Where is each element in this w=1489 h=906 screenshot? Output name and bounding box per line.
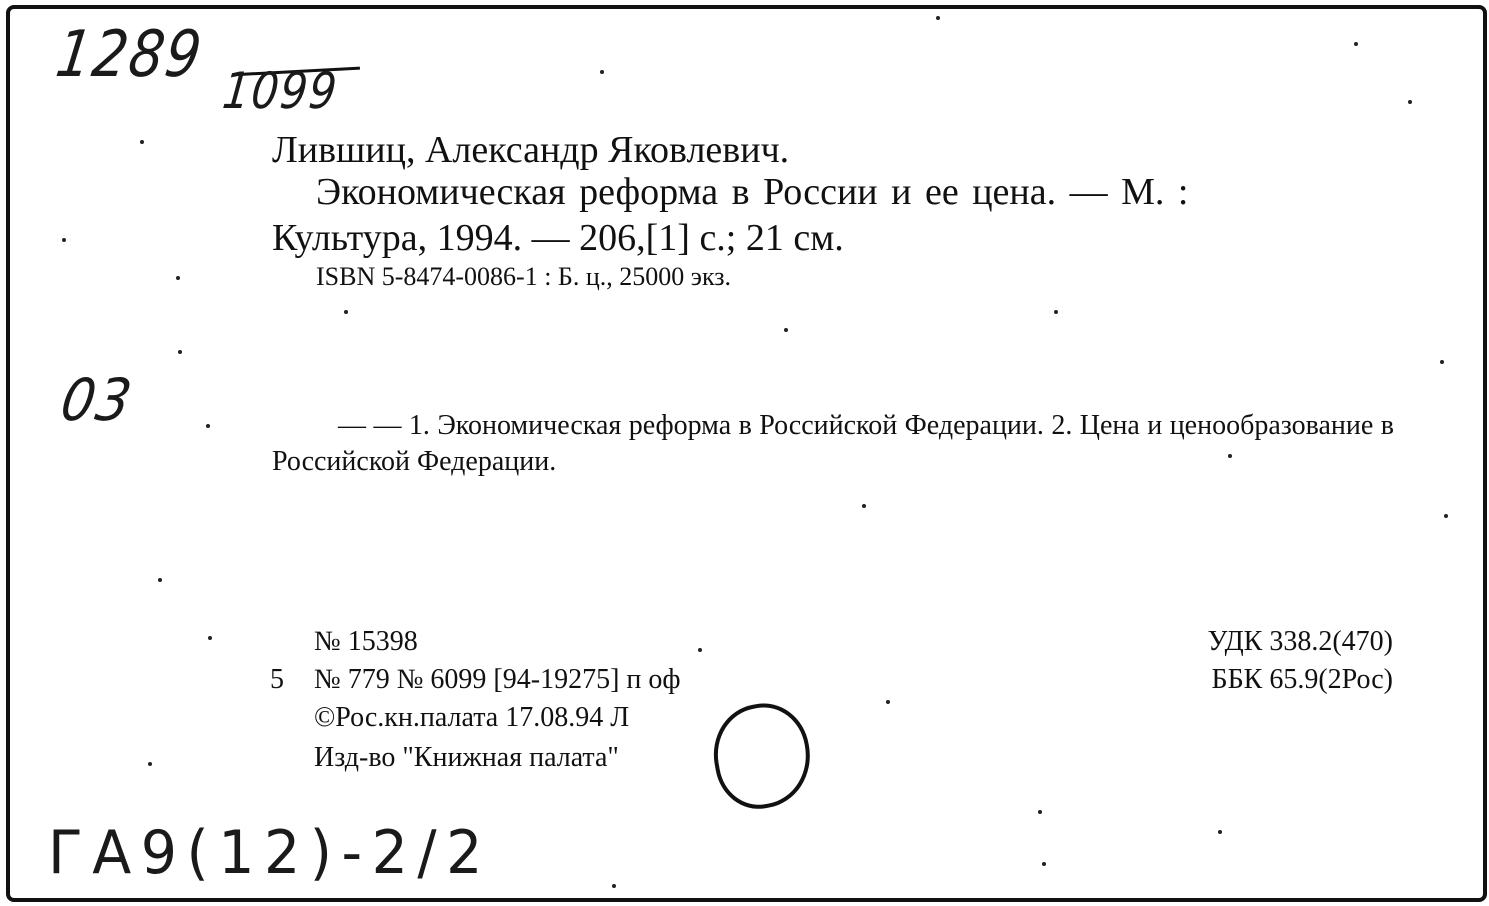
handwritten-shelf-code: 03 bbox=[56, 366, 139, 434]
handwritten-inventory-sub: 1099 bbox=[219, 62, 341, 120]
scan-speck bbox=[698, 648, 702, 652]
scan-speck bbox=[886, 700, 890, 704]
scan-speck bbox=[1228, 454, 1232, 458]
publisher-line: Изд-во "Книжная палата" bbox=[314, 742, 619, 773]
scan-speck bbox=[1042, 862, 1046, 866]
series-prefix: 5 bbox=[270, 664, 284, 695]
order-line: № 779 № 6099 [94-19275] п оф bbox=[314, 664, 681, 695]
scan-speck bbox=[178, 350, 182, 354]
card-number: № 15398 bbox=[314, 626, 418, 657]
scan-speck bbox=[862, 504, 866, 508]
scan-speck bbox=[1440, 360, 1444, 364]
author-heading: Лившиц, Александр Яковлевич. bbox=[272, 129, 790, 171]
scan-speck bbox=[206, 424, 210, 428]
scan-speck bbox=[936, 16, 940, 20]
scan-speck bbox=[1218, 830, 1222, 834]
scan-speck bbox=[62, 238, 66, 242]
scan-speck bbox=[208, 636, 212, 640]
scan-speck bbox=[612, 884, 616, 888]
subject-headings: — — 1. Экономическая реформа в Российской Федерации. 2. Цена и ценообразование в Российской Федерации. bbox=[272, 410, 1394, 477]
scan-speck bbox=[1444, 514, 1448, 518]
scan-speck bbox=[1408, 100, 1412, 104]
scan-speck bbox=[148, 762, 152, 766]
handwritten-inventory-number: 1289 bbox=[51, 18, 208, 92]
title-statement: Экономическая реформа в России и ее цена. — М. : bbox=[316, 171, 1189, 213]
scan-speck bbox=[1054, 310, 1058, 314]
isbn-statement: ISBN 5-8474-0086-1 : Б. ц., 25000 экз. bbox=[316, 262, 731, 291]
scan-speck bbox=[158, 578, 162, 582]
scan-speck bbox=[344, 310, 348, 314]
handwritten-bottom-code: ГА9(12)-2/2 bbox=[48, 818, 492, 888]
publication-statement: Культура, 1994. — 206,[1] с.; 21 см. bbox=[272, 217, 844, 259]
bbk-code: ББК 65.9(2Рос) bbox=[1211, 664, 1393, 695]
udk-code: УДК 338.2(470) bbox=[1207, 626, 1393, 657]
scan-speck bbox=[140, 140, 144, 144]
scan-speck bbox=[600, 70, 604, 74]
scan-speck bbox=[1038, 810, 1042, 814]
scan-speck bbox=[784, 328, 788, 332]
book-chamber-line: ©Рос.кн.палата 17.08.94 Л bbox=[314, 702, 630, 733]
scan-speck bbox=[176, 276, 180, 280]
scan-speck bbox=[1354, 42, 1358, 46]
